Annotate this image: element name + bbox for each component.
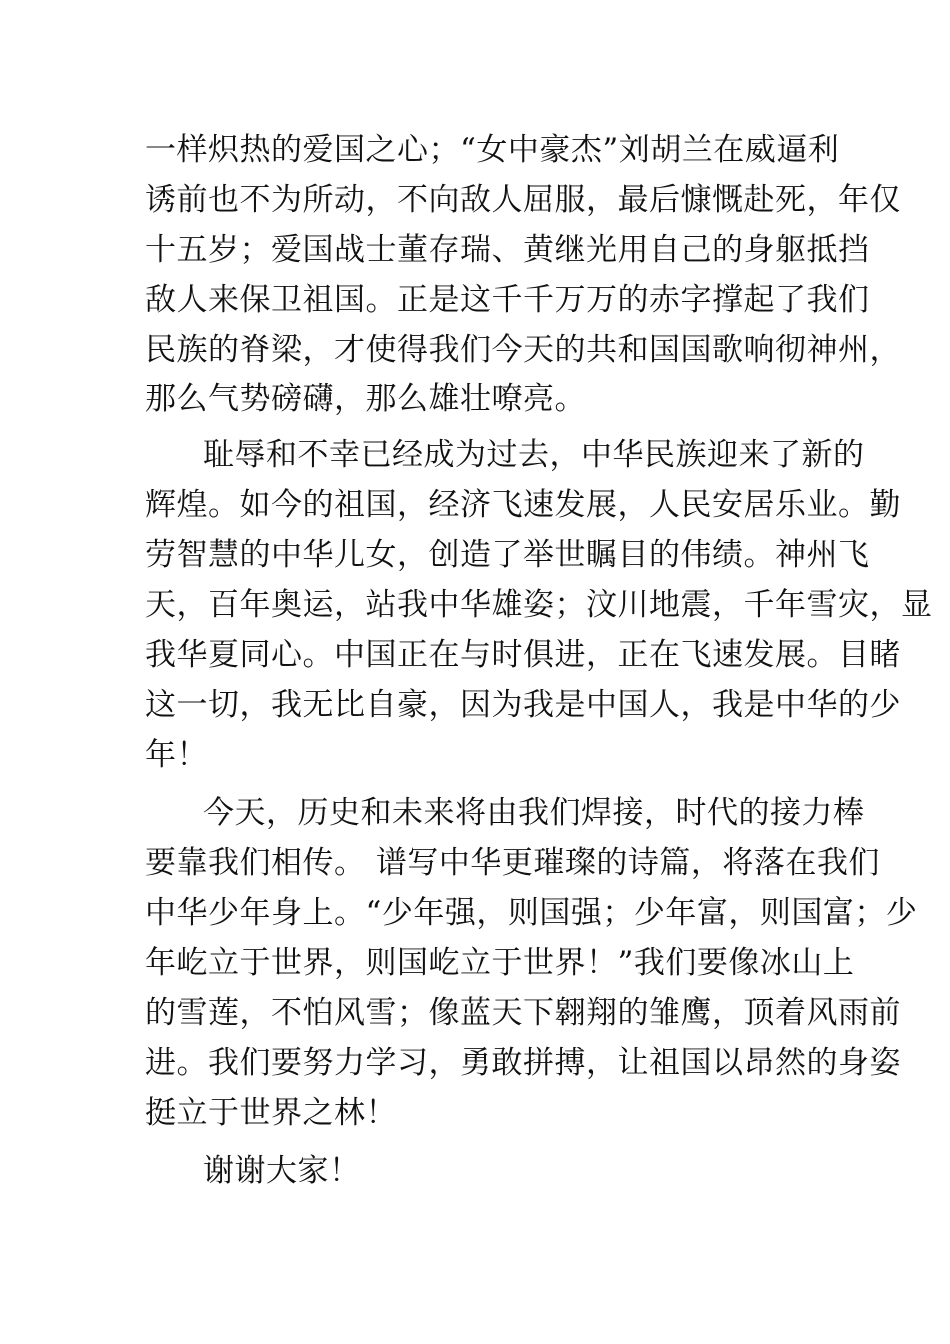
text-line: 敌人来保卫祖国。正是这千千万万的赤字撑起了我们 [145,282,870,318]
text-line: 我华夏同心。中国正在与时俱进，正在飞速发展。目睹 [145,637,901,673]
text-line: 这一切，我无比自豪，因为我是中国人，我是中华的少 [145,687,901,723]
text-line: 谢谢大家！ [203,1153,361,1189]
text-line: 挺立于世界之林！ [145,1095,397,1131]
text-line: 进。我们要努力学习，勇敢拼搏，让祖国以昂然的身姿 [145,1045,901,1081]
text-line: 民族的脊梁，才使得我们今天的共和国国歌响彻神州， [145,332,901,368]
text-line: 诱前也不为所动，不向敌人屈服，最后慷慨赴死，年仅 [145,182,901,218]
text-line: 中华少年身上。“少年强，则国强；少年富，则国富；少 [145,895,918,931]
text-line: 劳智慧的中华儿女，创造了举世瞩目的伟绩。神州飞 [145,537,870,573]
text-line: 的雪莲，不怕风雪；像蓝天下翱翔的雏鹰，顶着风雨前 [145,995,901,1031]
text-line: 一样炽热的爱国之心；“女中豪杰”刘胡兰在威逼利 [145,132,840,168]
text-line: 年！ [145,737,208,773]
text-line: 十五岁；爱国战士董存瑞、黄继光用自己的身躯抵挡 [145,232,870,268]
text-line: 天，百年奥运，站我中华雄姿；汶川地震，千年雪灾，显 [145,587,933,623]
text-line: 耻辱和不幸已经成为过去，中华民族迎来了新的 [203,437,865,473]
text-line: 那么气势磅礴，那么雄壮嘹亮。 [145,381,586,417]
text-line: 年屹立于世界，则国屹立于世界！”我们要像冰山上 [145,945,855,981]
text-line: 今天，历史和未来将由我们焊接，时代的接力棒 [203,795,865,831]
text-line: 辉煌。如今的祖国，经济飞速发展，人民安居乐业。勤 [145,487,901,523]
text-line: 要靠我们相传。 谱写中华更璀璨的诗篇，将落在我们 [145,845,880,881]
